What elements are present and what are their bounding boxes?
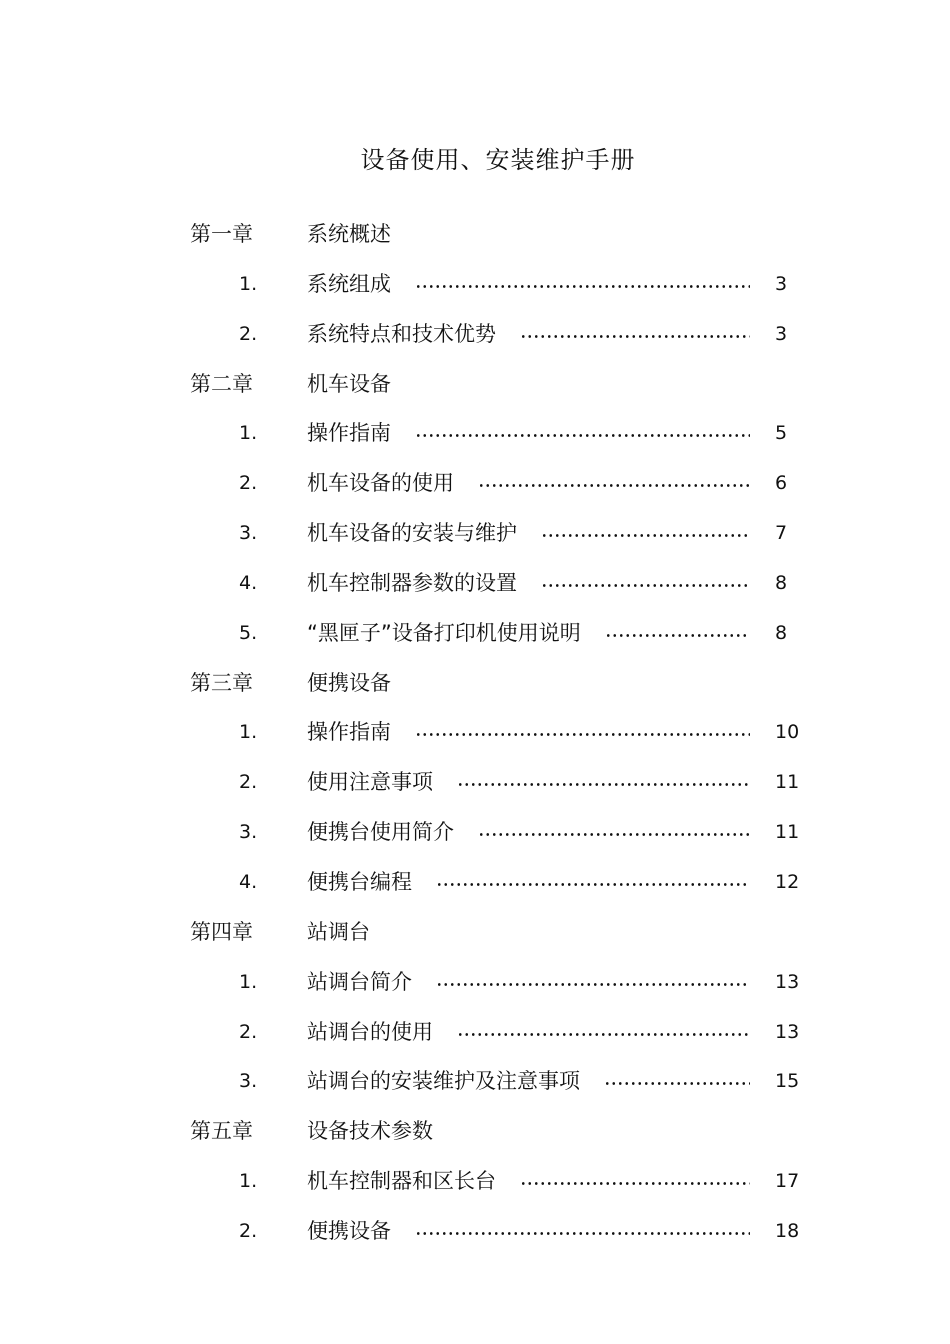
- toc-item-row: [0, 758, 950, 808]
- dot-leader: [604, 1065, 750, 1097]
- toc-item-row: [0, 1157, 950, 1207]
- dot-leader: [605, 617, 750, 649]
- item-title: 操作指南: [307, 720, 391, 745]
- item-number: 2.: [239, 1219, 258, 1242]
- dot-leader: [520, 318, 750, 350]
- item-title: 站调台的安装维护及注意事项: [307, 1069, 580, 1094]
- toc-item-row: [0, 459, 950, 509]
- page-number: 13: [775, 970, 800, 993]
- page-number: 5: [775, 422, 788, 445]
- page-number: 12: [775, 870, 800, 893]
- toc-item-row: [0, 1057, 950, 1107]
- item-title: 机车控制器参数的设置: [307, 570, 517, 595]
- dot-leader: [436, 866, 750, 898]
- document-title: 设备使用、安装维护手册: [360, 146, 636, 174]
- dot-leader: [478, 467, 750, 499]
- dot-leader: [520, 1165, 750, 1197]
- dot-leader: [415, 417, 750, 449]
- item-title: 机车设备的使用: [307, 471, 454, 496]
- page-number: 7: [775, 522, 788, 545]
- dot-leader: [415, 1215, 750, 1247]
- page-number: 10: [775, 721, 800, 744]
- toc-chapter-row: [0, 360, 950, 410]
- dot-leader: [457, 766, 750, 798]
- chapter-number: 第五章: [190, 1119, 253, 1144]
- item-number: 3.: [239, 1070, 258, 1093]
- chapter-number: 第四章: [190, 919, 253, 944]
- toc-chapter-row: [0, 659, 950, 709]
- item-title: 操作指南: [307, 421, 391, 446]
- toc-item-row: [0, 958, 950, 1008]
- page-number: 11: [775, 771, 800, 794]
- dot-leader: [541, 567, 750, 599]
- item-number: 2.: [239, 771, 258, 794]
- page-number: 15: [775, 1070, 800, 1093]
- page-number: 13: [775, 1020, 800, 1043]
- chapter-number: 第二章: [190, 371, 253, 396]
- toc-item-row: [0, 559, 950, 609]
- item-title: 系统组成: [307, 271, 391, 296]
- dot-leader: [436, 966, 750, 998]
- chapter-title: 机车设备: [307, 371, 391, 396]
- table-of-contents: [0, 210, 950, 1257]
- page-number: 3: [775, 322, 788, 345]
- toc-item-row: [0, 808, 950, 858]
- toc-item-row: [0, 409, 950, 459]
- item-title: 系统特点和技术优势: [307, 321, 496, 346]
- chapter-number: 第三章: [190, 670, 253, 695]
- toc-chapter-row: [0, 908, 950, 958]
- item-title: 便携设备: [307, 1218, 391, 1243]
- dot-leader: [457, 1016, 750, 1048]
- toc-item-row: [0, 1008, 950, 1058]
- page-number: 18: [775, 1219, 800, 1242]
- chapter-title: 设备技术参数: [307, 1119, 433, 1144]
- item-number: 2.: [239, 1020, 258, 1043]
- item-title: “黑匣子”设备打印机使用说明: [307, 620, 581, 645]
- dot-leader: [415, 268, 750, 300]
- chapter-title: 站调台: [307, 919, 370, 944]
- toc-item-row: [0, 1207, 950, 1257]
- chapter-number: 第一章: [190, 222, 253, 246]
- chapter-title: 便携设备: [307, 670, 391, 695]
- page-number: 8: [775, 571, 788, 594]
- item-title: 站调台简介: [307, 969, 412, 994]
- item-number: 4.: [239, 571, 258, 594]
- toc-item-row: [0, 260, 950, 310]
- item-number: 2.: [239, 322, 258, 345]
- item-number: 1.: [239, 970, 258, 993]
- item-number: 2.: [239, 472, 258, 495]
- item-title: 站调台的使用: [307, 1019, 433, 1044]
- dot-leader: [478, 816, 750, 848]
- page-number: 6: [775, 472, 788, 495]
- toc-item-row: [0, 858, 950, 908]
- item-title: 机车控制器和区长台: [307, 1169, 496, 1194]
- item-number: 1.: [239, 272, 258, 295]
- item-number: 3.: [239, 821, 258, 844]
- item-title: 使用注意事项: [307, 770, 433, 795]
- toc-chapter-row: [0, 210, 950, 260]
- toc-item-row: [0, 708, 950, 758]
- dot-leader: [415, 716, 750, 748]
- toc-chapter-row: [0, 1107, 950, 1157]
- toc-item-row: [0, 310, 950, 360]
- item-number: 4.: [239, 870, 258, 893]
- page-number: 17: [775, 1170, 800, 1193]
- item-title: 便携台使用简介: [307, 820, 454, 845]
- dot-leader: [541, 517, 750, 549]
- page-number: 8: [775, 621, 788, 644]
- item-title: 便携台编程: [307, 869, 412, 894]
- item-title: 机车设备的安装与维护: [307, 521, 517, 546]
- toc-item-row: [0, 609, 950, 659]
- item-number: 3.: [239, 522, 258, 545]
- page-number: 3: [775, 272, 788, 295]
- item-number: 5.: [239, 621, 258, 644]
- chapter-title: 系统概述: [307, 222, 391, 246]
- toc-item-row: [0, 509, 950, 559]
- page-number: 11: [775, 821, 800, 844]
- item-number: 1.: [239, 721, 258, 744]
- item-number: 1.: [239, 422, 258, 445]
- item-number: 1.: [239, 1170, 258, 1193]
